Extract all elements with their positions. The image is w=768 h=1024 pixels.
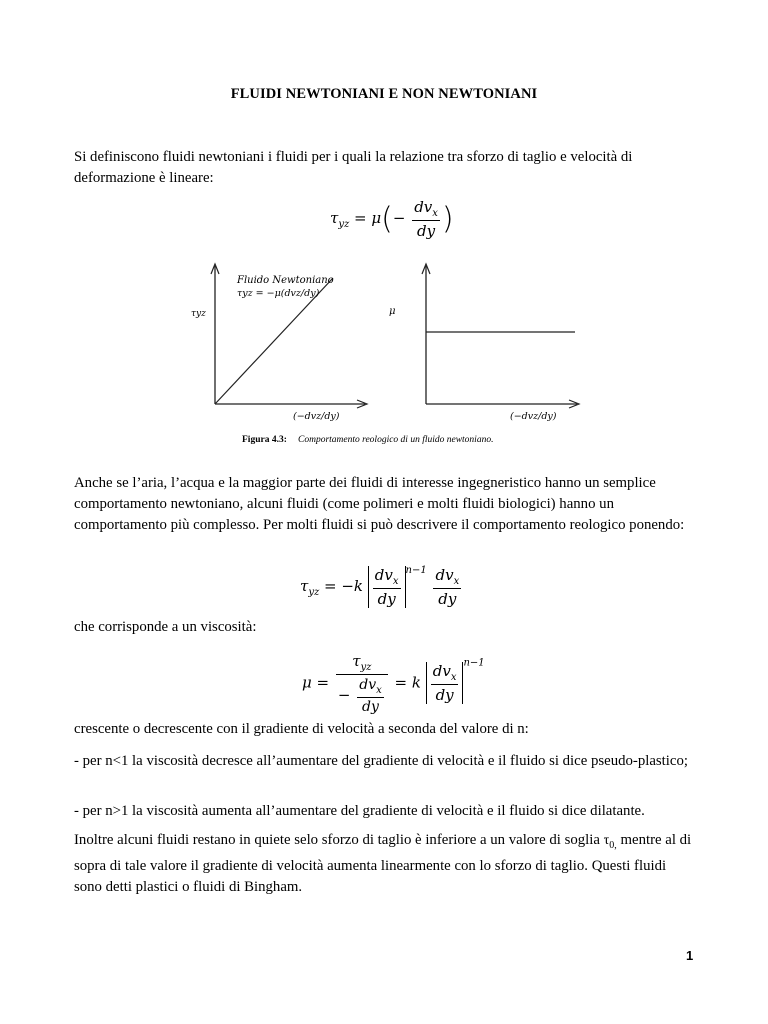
eq3-lhs: μ = [302, 673, 330, 692]
eq2-num: dv [435, 566, 454, 584]
bingham-text-a: Inoltre alcuni fluidi restano in quiete selo sforzo di taglio è inferiore a un valore di soglia [74, 832, 604, 848]
eq3-abs-num: dv [432, 662, 451, 681]
eq2-fraction [433, 566, 461, 608]
eq3-inner-num: dv [359, 677, 377, 693]
eq1-lhs-sub: yz [338, 219, 350, 230]
eq3-abs-den: dy [435, 686, 454, 705]
page-title: FLUIDI NEWTONIANI E NON NEWTONIANI [230, 86, 538, 102]
eq1-equals: = μ [354, 209, 382, 227]
right-xlabel: (−dvz/dy) [510, 411, 557, 422]
eq3-abs [426, 662, 464, 704]
eq2-abs-num-sub: x [392, 576, 399, 587]
rheology-figure [185, 252, 585, 452]
eq2-lhs-sub: yz [308, 587, 320, 598]
eq1-close-paren: ) [441, 201, 454, 237]
paragraph-non-newtonian: Anche se l’aria, l’acqua e la maggior parte dei fluidi di interesse ingegneristico hanno un semplice comportamento newtoniano, alcuni fluidi (come polimeri e molti fluidi biologici) hanno un comportamento più complesso. Per molti fluidi si può descrivere il comportamento reologico ponendo: [74, 475, 685, 533]
eq1-num-sub: x [432, 208, 438, 219]
eq1-fraction [412, 198, 440, 240]
eq2-exponent: n−1 [405, 565, 427, 576]
eq3-inner-num-sub: x [376, 684, 382, 696]
eq2-lhs: τ [300, 577, 309, 595]
eq2-abs-fraction [373, 566, 401, 608]
paragraph-viscosity: che corrisponde a un viscosità: [74, 619, 257, 635]
eq3-exponent: n−1 [463, 657, 485, 669]
eq3-inner-fraction [357, 677, 384, 715]
eq2-abs-den: dy [377, 590, 396, 608]
equation-newtonian [330, 198, 454, 240]
eq1-den: dy [417, 222, 436, 240]
eq3-abs-num-sub: x [450, 672, 457, 684]
left-ylabel: τyz [191, 309, 206, 319]
eq3-mid: = k [394, 673, 421, 692]
eq3-outer-fraction [336, 652, 388, 715]
eq2-den: dy [438, 590, 457, 608]
right-ylabel: μ [389, 306, 396, 317]
equation-power-law [300, 565, 463, 608]
paragraph-gradient: crescente o decrescente con il gradiente di velocità a seconda del valore di n: [74, 721, 529, 737]
figure-caption-label: Figura 4.3: [242, 435, 287, 445]
eq3-minus: − [337, 685, 351, 704]
eq3-tau-sub: yz [360, 662, 372, 673]
eq2-abs-num: dv [374, 566, 393, 584]
left-legend-line1: Fluido Newtoniano [237, 275, 334, 286]
left-xlabel: (−dvz/dy) [293, 411, 340, 422]
eq3-abs-fraction [431, 662, 459, 704]
intro-paragraph: Si definiscono fluidi newtoniani i fluidi per i quali la relazione tra sforzo di taglio e velocità di deformazione è lineare: [74, 149, 633, 186]
eq3-inner-den: dy [362, 698, 379, 715]
threshold-tau-sub: 0, [609, 839, 617, 851]
page-number: 1 [686, 948, 694, 963]
left-legend-line2: τyz = −μ(dvz/dy) [237, 288, 320, 299]
threshold-tau: τ [603, 833, 610, 848]
bullet-pseudoplastic: - per n<1 la viscosità decresce all’aumentare del gradiente di velocità e il fluido si dice pseudo-plastico; [74, 753, 688, 769]
paragraph-bingham [74, 830, 696, 898]
figure-caption-text: Comportamento reologico di un fluido newtoniano. [298, 435, 494, 445]
eq2-num-sub: x [453, 576, 460, 587]
bullet-dilatant: - per n>1 la viscosità aumenta all’aumentare del gradiente di velocità e il fluido si dice dilatante. [74, 803, 645, 819]
eq1-lhs: τ [330, 209, 339, 227]
eq1-num: dv [414, 198, 433, 216]
eq1-minus: − [392, 209, 406, 227]
eq2-abs [368, 566, 406, 608]
equation-viscosity [302, 652, 485, 715]
bingham-text-b: mentre al di sopra di tale valore il gradiente di velocità aumenta linearmente con lo sforzo di taglio. Questi fluidi sono detti plastici o fluidi di Bingham. [74, 832, 692, 895]
eq1-open-paren: ( [381, 201, 393, 237]
eq2-rhs: = −k [324, 577, 364, 595]
eq3-tau: τ [352, 652, 361, 670]
